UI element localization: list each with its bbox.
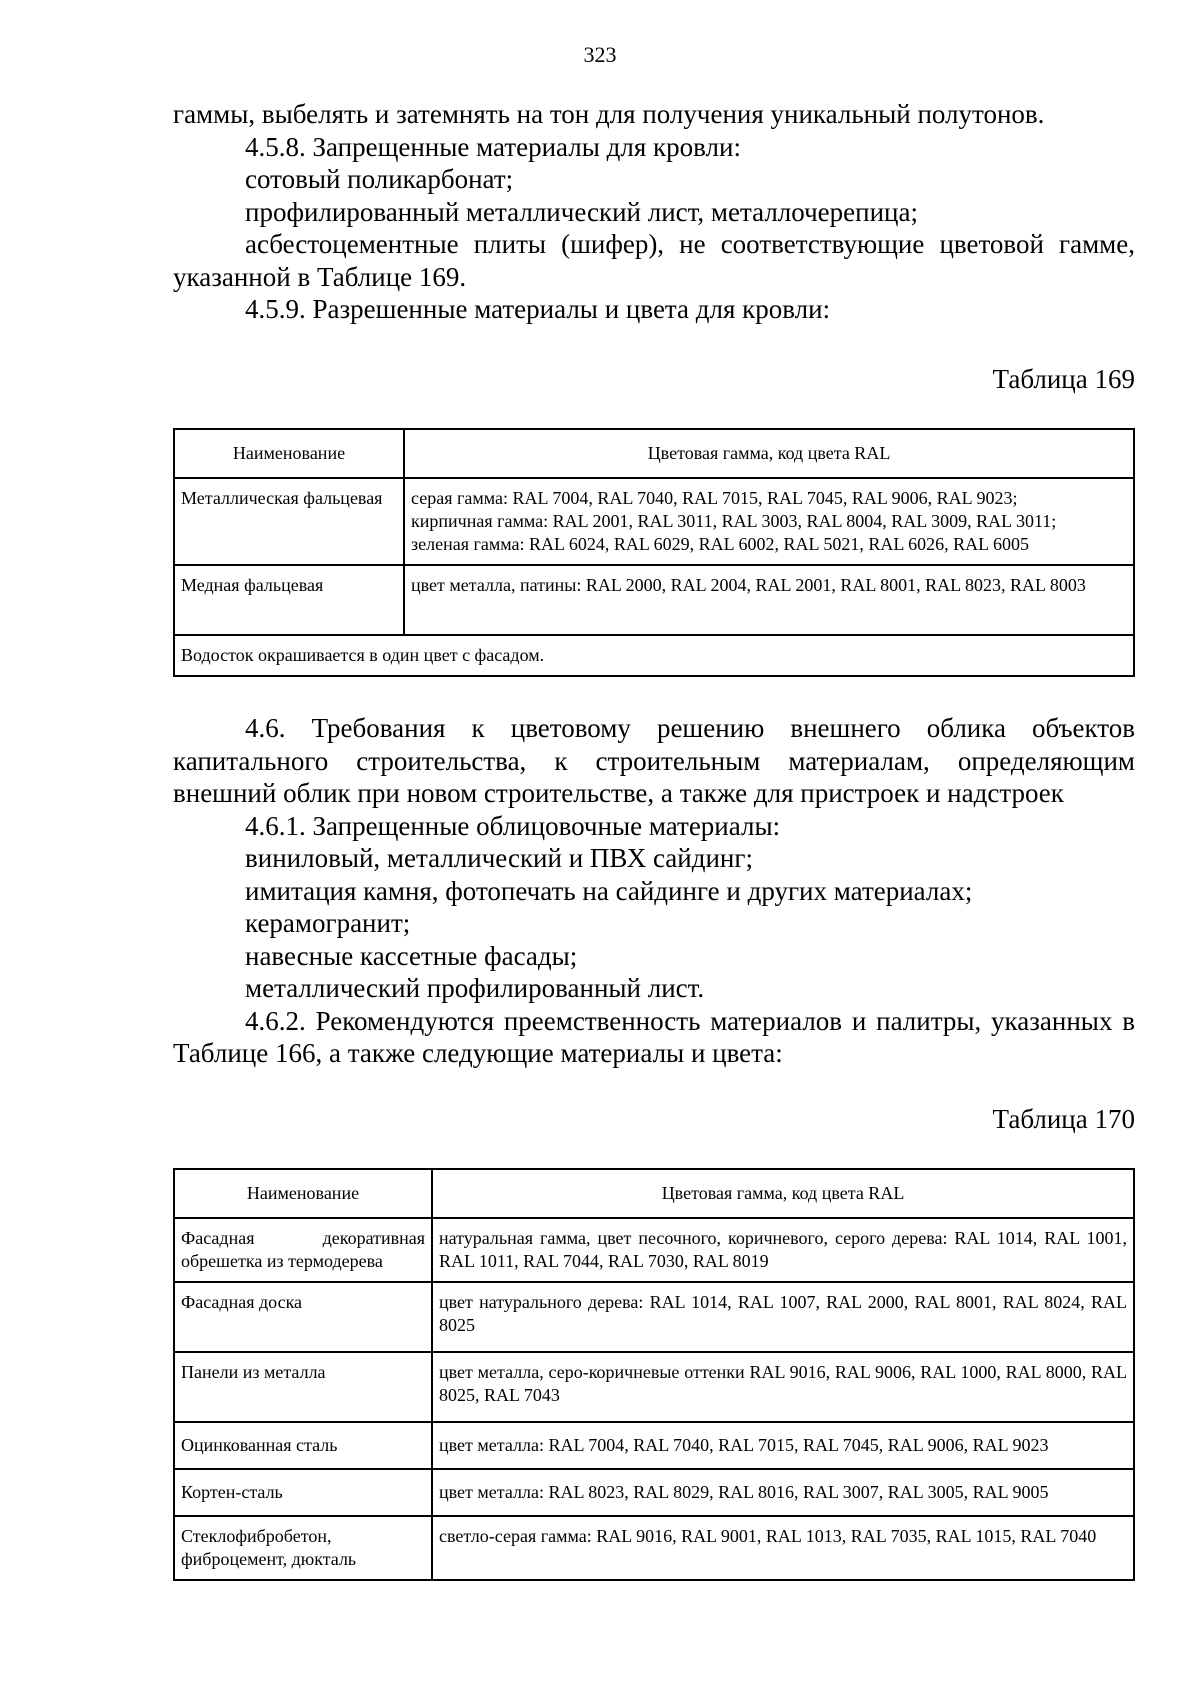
row-name: Панели из металла	[174, 1352, 432, 1422]
list-item: металлический профилированный лист.	[245, 973, 705, 1003]
color-range-gray: серая гамма: RAL 7004, RAL 7040, RAL 7015, RAL 7045, RAL 9006, RAL 9023;	[411, 488, 1018, 508]
section-4-5-8	[173, 98, 1135, 326]
table-169-caption: Таблица 169	[992, 364, 1135, 394]
color-range-brick: кирпичная гамма: RAL 2001, RAL 3011, RAL 3003, RAL 8004, RAL 3009, RAL 3011;	[411, 511, 1057, 531]
section-4-6	[173, 712, 1135, 1070]
table-row	[174, 1469, 1134, 1516]
row-name: Оцинкованная сталь	[174, 1422, 432, 1469]
col-header-colors: Цветовая гамма, код цвета RAL	[432, 1169, 1134, 1218]
table-row	[174, 1282, 1134, 1352]
row-colors: цвет натурального дерева: RAL 1014, RAL 1007, RAL 2000, RAL 8001, RAL 8024, RAL 8025	[432, 1282, 1134, 1352]
list-item: сотовый поликарбонат;	[245, 164, 514, 194]
table-170	[173, 1168, 1135, 1581]
row-colors	[404, 478, 1134, 565]
heading-4-5-8: 4.5.8. Запрещенные материалы для кровли:	[245, 131, 741, 162]
table-170-caption: Таблица 170	[992, 1104, 1135, 1134]
row-colors: цвет металла: RAL 8023, RAL 8029, RAL 8016, RAL 3007, RAL 3005, RAL 9005	[432, 1469, 1134, 1516]
table-row	[174, 478, 1134, 565]
table-row	[174, 1352, 1134, 1422]
row-name: Фасадная декоративная обрешетка из термодерева	[174, 1218, 432, 1282]
heading-4-6: 4.6. Требования к цветовому решению внешнего облика объектов капитального строительства, к строительным материалам, определяющим внешний облик при новом строительстве, а также для пристроек и надстроек	[173, 713, 1135, 808]
row-colors: цвет металла, патины: RAL 2000, RAL 2004, RAL 2001, RAL 8001, RAL 8023, RAL 8003	[404, 565, 1134, 635]
col-header-name: Наименование	[174, 429, 404, 478]
list-item: навесные кассетные фасады;	[245, 940, 578, 971]
table-row	[174, 1422, 1134, 1469]
list-item: асбестоцементные плиты (шифер), не соответствующие цветовой гамме, указанной в Таблице 169.	[173, 229, 1135, 292]
row-name: Металлическая фальцевая	[174, 478, 404, 565]
col-header-name: Наименование	[174, 1169, 432, 1218]
row-colors: цвет металла, серо-коричневые оттенки RAL 9016, RAL 9006, RAL 1000, RAL 8000, RAL 8025, RAL 7043	[432, 1352, 1134, 1422]
row-name: Фасадная доска	[174, 1282, 432, 1352]
color-range-green: зеленая гамма: RAL 6024, RAL 6029, RAL 6002, RAL 5021, RAL 6026, RAL 6005	[411, 534, 1029, 554]
row-colors: цвет металла: RAL 7004, RAL 7040, RAL 7015, RAL 7045, RAL 9006, RAL 9023	[432, 1422, 1134, 1469]
table-169	[173, 428, 1135, 677]
table-footer-row	[174, 635, 1134, 676]
row-colors: светло-серая гамма: RAL 9016, RAL 9001, RAL 1013, RAL 7035, RAL 1015, RAL 7040	[432, 1516, 1134, 1580]
heading-4-6-1: 4.6.1. Запрещенные облицовочные материалы:	[245, 810, 781, 841]
col-header-colors: Цветовая гамма, код цвета RAL	[404, 429, 1134, 478]
row-name: Стеклофибробетон, фиброцемент, дюкталь	[174, 1516, 432, 1580]
heading-4-5-9: 4.5.9. Разрешенные материалы и цвета для кровли:	[245, 294, 831, 324]
table-header-row	[174, 429, 1134, 478]
page-number: 323	[583, 42, 617, 67]
list-item: виниловый, металлический и ПВХ сайдинг;	[245, 843, 753, 873]
row-name: Медная фальцевая	[174, 565, 404, 635]
list-item: имитация камня, фотопечать на сайдинге и других материалах;	[245, 875, 973, 906]
row-colors: натуральная гамма, цвет песочного, коричневого, серого дерева: RAL 1014, RAL 1001, RAL 1011, RAL 7044, RAL 7030, RAL 8019	[432, 1218, 1134, 1282]
table-footer-note: Водосток окрашивается в один цвет с фасадом.	[174, 635, 1134, 676]
table-row	[174, 1516, 1134, 1580]
table-row	[174, 1218, 1134, 1282]
heading-4-6-2: 4.6.2. Рекомендуются преемственность материалов и палитры, указанных в Таблице 166, а также следующие материалы и цвета:	[173, 1005, 1135, 1068]
table-header-row	[174, 1169, 1134, 1218]
table-row	[174, 565, 1134, 635]
list-item: керамогранит;	[245, 908, 411, 938]
list-item: профилированный металлический лист, металлочерепица;	[245, 196, 918, 227]
row-name: Кортен-сталь	[174, 1469, 432, 1516]
continuation-text: гаммы, выбелять и затемнять на тон для получения уникальный полутонов.	[173, 99, 1045, 129]
